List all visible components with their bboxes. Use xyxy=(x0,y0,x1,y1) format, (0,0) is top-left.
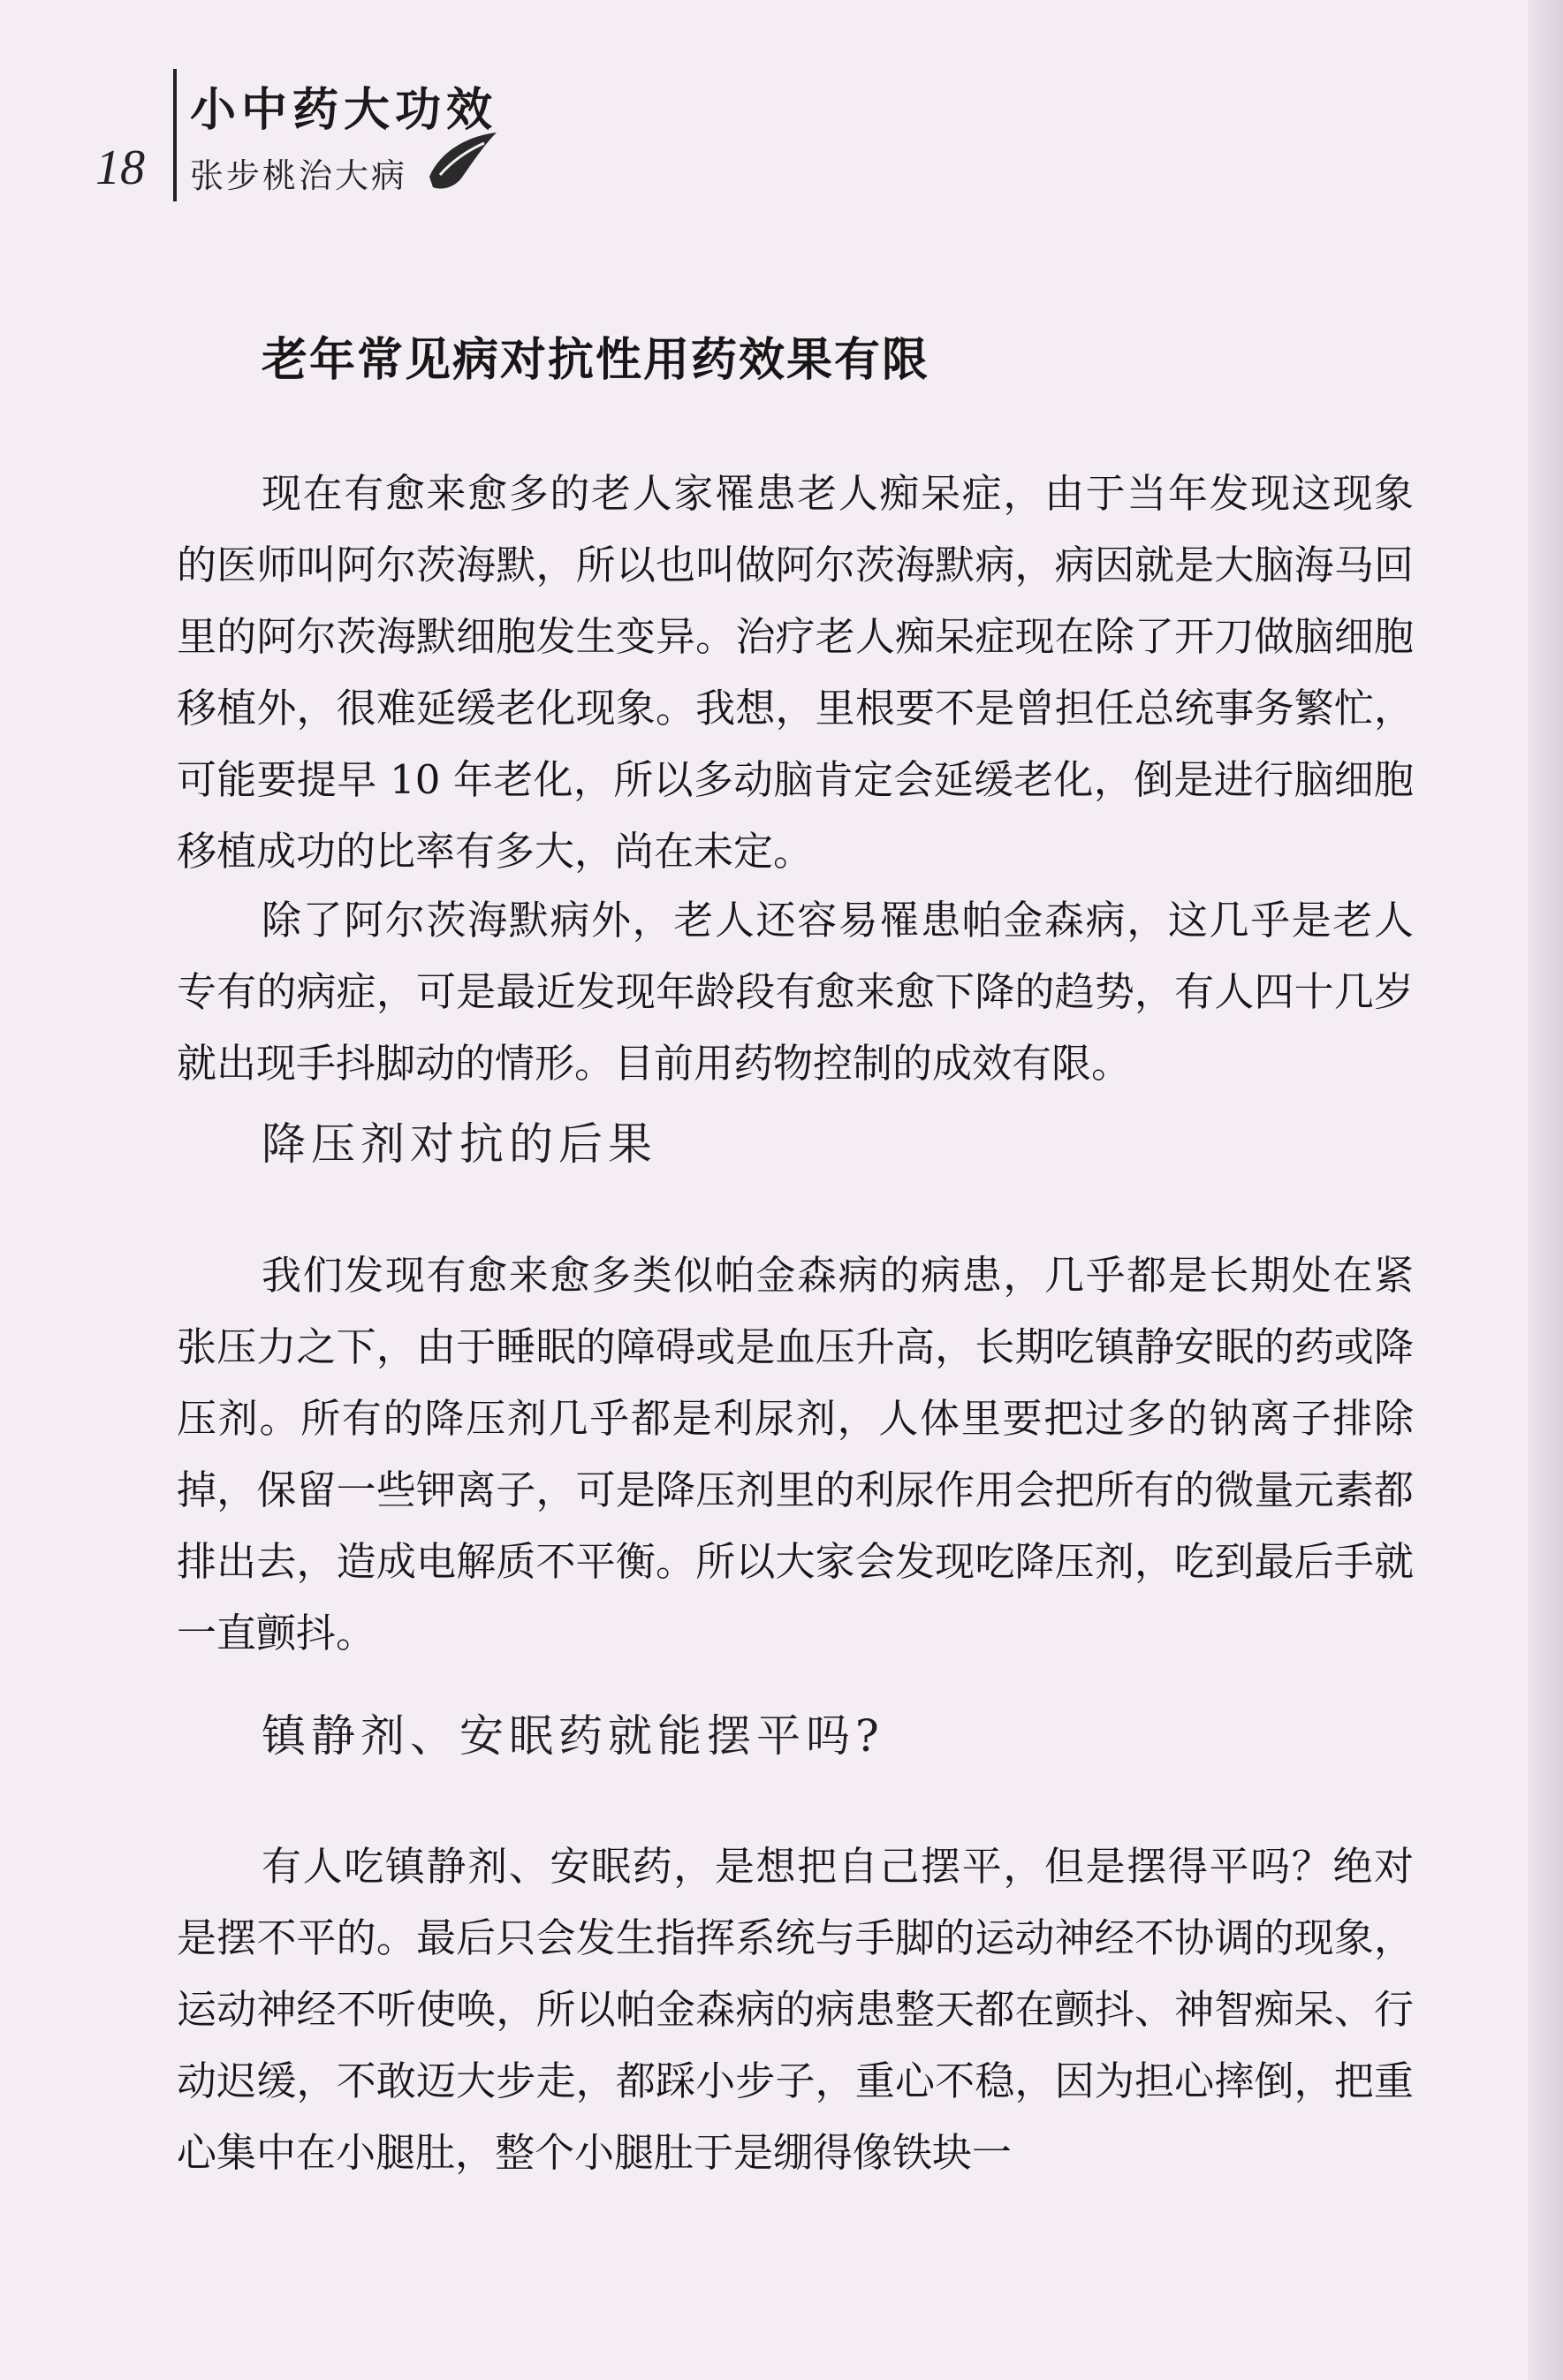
page-edge-shadow xyxy=(1528,0,1563,2380)
paragraph-sedatives: 有人吃镇静剂、安眠药，是想把自己摆平，但是摆得平吗？绝对是摆不平的。最后只会发生指挥系统与手脚的运动神经不协调的现象，运动神经不听使唤，所以帕金森病的病患整天都在颤抖、神智痴呆、行动迟缓，不敢迈大步走，都踩小步子，重心不稳，因为担心摔倒，把重心集中在小腿肚，整个小腿肚于是绷得像铁块一 xyxy=(177,1843,1414,2176)
book-title: 小中药大功效 xyxy=(190,84,498,137)
brush-stroke-icon xyxy=(422,125,502,196)
subheading-antihypertensive: 降压剂对抗的后果 xyxy=(262,1118,657,1170)
subheading-sedatives: 镇静剂、安眠药就能摆平吗? xyxy=(262,1710,884,1762)
paragraph-parkinsons: 除了阿尔茨海默病外，老人还容易罹患帕金森病，这几乎是老人专有的病症，可是最近发现年龄段有愈来愈下降的趋势，有人四十几岁就出现手抖脚动的情形。目前用药物控制的成效有限。 xyxy=(177,897,1414,1087)
paragraph-antihypertensive: 我们发现有愈来愈多类似帕金森病的病患，几乎都是长期处在紧张压力之下，由于睡眠的障碍或是血压升高，长期吃镇静安眠的药或降压剂。所有的降压剂几乎都是利尿剂，人体里要把过多的钠离子排除掉，保留一些钾离子，可是降压剂里的利尿作用会把所有的微量元素都排出去，造成电解质不平衡。所以大家会发现吃降压剂，吃到最后手就一直颤抖。 xyxy=(177,1252,1414,1656)
paragraph-alzheimers: 现在有愈来愈多的老人家罹患老人痴呆症，由于当年发现这现象的医师叫阿尔茨海默，所以也叫做阿尔茨海默病，病因就是大脑海马回里的阿尔茨海默细胞发生变异。治疗老人痴呆症现在除了开刀做脑细胞移植外，很难延缓老化现象。我想，里根要不是曾担任总统事务繁忙，可能要提早 10 年老化，所以多动脑肯定会延缓老化，倒是进行脑细胞移植成功的比率有多大，尚在未定。 xyxy=(177,470,1414,875)
book-subtitle: 张步桃治大病 xyxy=(190,156,408,195)
section-heading: 老年常见病对抗性用药效果有限 xyxy=(262,334,930,387)
page-number: 18 xyxy=(95,140,145,195)
header-divider xyxy=(173,69,177,201)
